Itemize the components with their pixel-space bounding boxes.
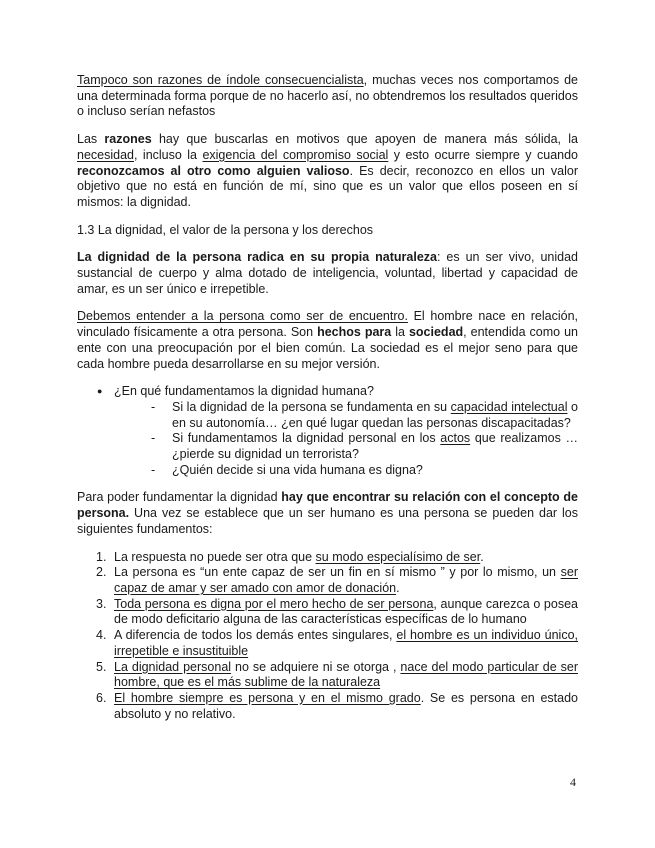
text-span: Las	[77, 132, 105, 147]
document-page	[77, 73, 578, 722]
sub-list-item	[149, 431, 578, 462]
underlined-text: su modo especialísimo de ser	[315, 549, 481, 564]
underlined-text: nace del modo particular de ser hombre, que es el más sublime de la naturaleza	[114, 659, 578, 690]
list-item	[77, 384, 578, 478]
text-span: La persona es “un ente capaz de ser un fin en sí mismo ” y por lo mismo, un	[114, 565, 561, 580]
text-span: Si fundamentamos la dignidad personal en los	[172, 431, 441, 446]
sub-list	[114, 400, 578, 479]
underlined-text: exigencia del compromiso social	[202, 147, 389, 162]
question-text: ¿En qué fundamentamos la dignidad humana?	[114, 384, 374, 399]
numbered-item	[77, 565, 578, 596]
list-number: 6.	[96, 690, 107, 705]
sub-list-item	[149, 400, 578, 431]
bold-text: sociedad	[408, 325, 464, 340]
underlined-text: Toda persona es digna por el mero hecho de ser persona	[114, 596, 434, 611]
text-span: .	[480, 549, 484, 564]
text-span: que realizamos … ¿pierde su dignidad un terrorista?	[172, 431, 578, 462]
paragraph-consequentialism	[77, 73, 578, 120]
list-number: 5.	[96, 659, 107, 674]
text-span: y esto ocurre siempre y cuando	[388, 147, 578, 162]
list-number: 3.	[96, 596, 107, 611]
text-span: Si la dignidad de la persona se fundamenta en su	[172, 399, 451, 414]
bold-text: reconozcamos al otro como alguien valioso	[77, 163, 350, 178]
text-span: ¿Quién decide si una vida humana es digna?	[172, 462, 423, 477]
text-span: Para poder fundamentar la dignidad	[77, 490, 282, 505]
list-number: 1.	[96, 549, 107, 564]
numbered-item	[77, 597, 578, 628]
text-span: la	[391, 325, 409, 340]
text-span: A diferencia de todos los demás entes singulares,	[114, 628, 397, 643]
bold-text: La dignidad de la persona radica en su propia naturaleza	[77, 250, 437, 265]
underlined-text: ser capaz de amar y ser amado con amor de donación	[114, 565, 578, 595]
text-span: . Se es persona en estado absoluto y no relativo.	[114, 690, 578, 721]
paragraph-dignity-nature	[77, 250, 578, 297]
bullet-list	[77, 384, 578, 478]
numbered-item	[77, 628, 578, 659]
list-number: 4.	[96, 628, 107, 643]
sub-list-item	[149, 463, 578, 479]
list-number: 2.	[96, 565, 107, 580]
section-heading: 1.3 La dignidad, el valor de la persona y los derechos	[77, 222, 374, 237]
numbered-item	[77, 691, 578, 722]
text-span: no se adquiere ni se otorga ,	[231, 659, 401, 674]
underlined-text: Tampoco son razones de índole consecuencialista	[77, 73, 364, 87]
text-span: o en su autonomía… ¿en qué lugar quedan las personas discapacitadas?	[172, 399, 578, 430]
text-span: hay que buscarlas en motivos que apoyen de manera más sólida, la	[151, 132, 578, 147]
underlined-text: necesidad	[77, 147, 134, 162]
numbered-item	[77, 660, 578, 691]
page-number: 4	[570, 775, 576, 789]
text-span: . Es decir, reconozco en ellos un valor objetivo que no está en función de mí, sino que es un valor que ellos poseen en sí mismos: la dignidad.	[77, 163, 578, 209]
text-span: .	[396, 580, 400, 595]
paragraph-reasons	[77, 132, 578, 211]
numbered-list	[77, 550, 578, 723]
text-span: , entendida como un ente con una preocupación por el bien común. La sociedad es el mejor seno para que cada hombre pueda desarrollarse en su mejor versión.	[77, 325, 578, 371]
text-span: , incluso la	[134, 147, 203, 162]
bold-text: razones	[104, 132, 152, 147]
text-span: Una vez se establece que un ser humano es una persona se pueden dar los siguientes fundamentos:	[77, 506, 578, 536]
bold-text: hay que encontrar su relación con el concepto de persona.	[77, 490, 578, 521]
underlined-text: capacidad intelectual	[450, 399, 568, 414]
paragraph-text: : es un ser vivo, unidad sustancial de cuerpo y alma dotado de inteligencia, voluntad, libertad y capacidad de amar, es un ser único e irrepetible.	[77, 250, 578, 296]
underlined-text: Debemos entender a la persona como ser de encuentro.	[77, 309, 408, 324]
text-span: El hombre nace en relación, vinculado físicamente a otra persona. Son	[77, 309, 578, 340]
underlined-text: La dignidad personal	[114, 659, 232, 674]
paragraph-text: , muchas veces nos comportamos de una determinada forma porque de no hacerlo así, no obtendremos los resultados queridos o incluso serían nefastos	[77, 73, 578, 119]
paragraph-encounter	[77, 309, 578, 372]
underlined-text: el hombre es un individuo único, irrepetible e insustituible	[114, 628, 579, 658]
text-span: La respuesta no puede ser otra que	[114, 549, 316, 564]
underlined-text: El hombre siempre es persona y en el mismo grado	[114, 690, 421, 705]
paragraph-foundation	[77, 490, 578, 537]
underlined-text: actos	[440, 431, 471, 446]
text-span: , aunque carezca o posea de modo deficitario alguna de las características específicas de lo humano	[114, 596, 578, 627]
bold-text: hechos para	[317, 325, 392, 340]
numbered-item	[77, 550, 578, 566]
